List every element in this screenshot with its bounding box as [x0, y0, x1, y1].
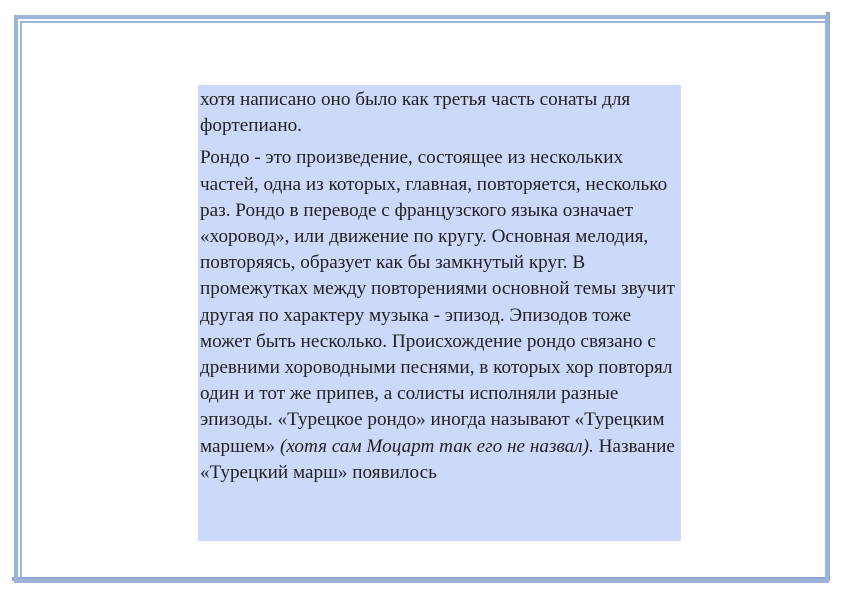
paragraph-rondo — [200, 145, 679, 486]
paragraph-intro: хотя написано оно было как третья часть сонаты для фортепиано. — [200, 89, 631, 137]
paragraph-rondo-text: Рондо - это произведение, состоящее из нескольких частей, одна из которых, главная, повторяется, несколько раз. Рондо в переводе с французского языка означает «хоровод», или движение по кругу. Основная мелодия, повторяясь, образует как бы замкнутый круг. В промежутках между повторениями основной темы звучит другая по характеру музыка - эпизод. Эпизодов тоже может быть несколько. Происхождение рондо связано с древними хороводными песнями, в которых хор повторял один и тот же припев, а солисты исполняли разные эпизоды. «Турецкое рондо» иногда называют «Турецким маршем» — [200, 147, 675, 457]
paragraph-rondo-italic: (хотя сам Моцарт так его не назвал). — [275, 435, 594, 457]
paragraph-rondo-tail: Название «Турецкий марш» появилось — [200, 435, 675, 483]
text-box[interactable] — [198, 85, 681, 541]
